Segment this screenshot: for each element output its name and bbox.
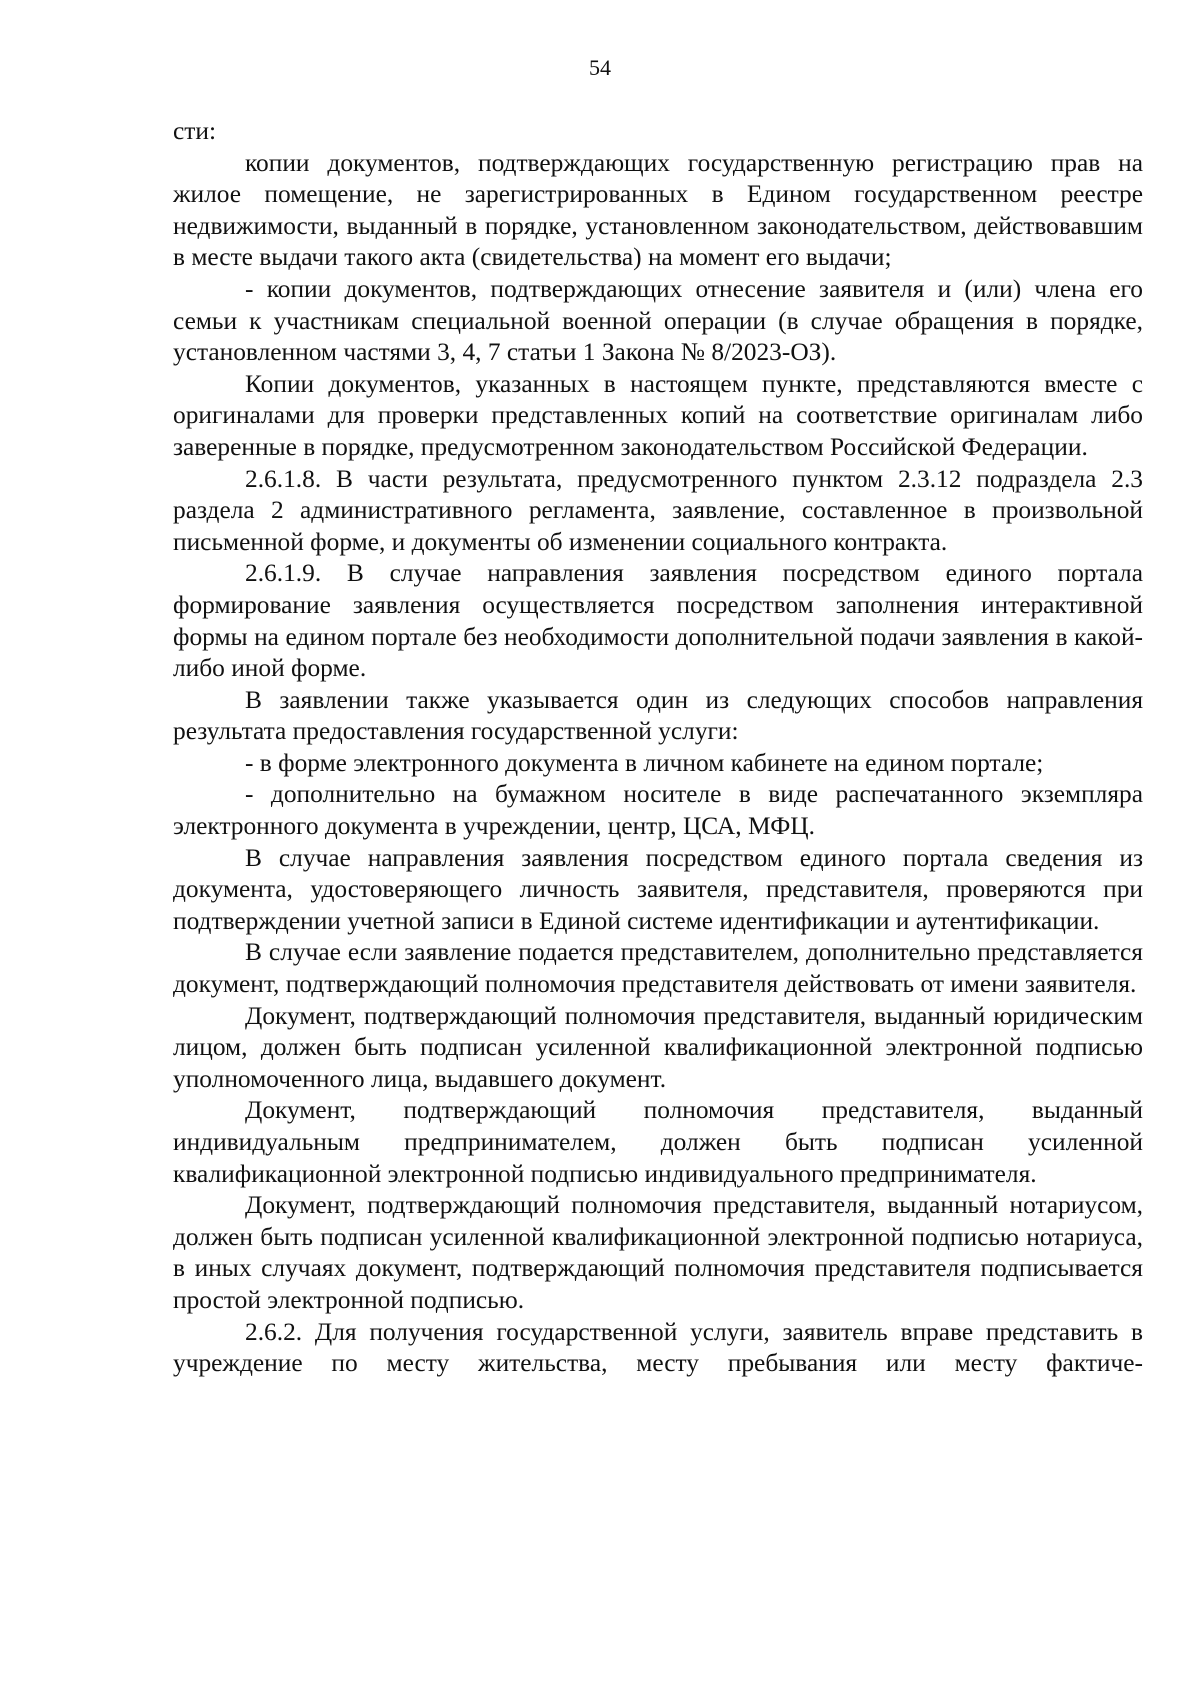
paragraph: - дополнительно на бумажном носителе в виде распечатанного экземпляра электронного документа в учреждении, центр, ЦСА, МФЦ.	[173, 780, 1143, 841]
paragraph: 2.6.1.9. В случае направления заявления посредством единого портала формирование заявления осуществляется посредством заполнения интерактивной формы на едином портале без необходимости дополнительной подачи заявления в какой-либо иной форме.	[173, 559, 1143, 683]
paragraph: Документ, подтверждающий полномочия представителя, выданный юридическим лицом, должен быть подписан усиленной квалификационной электронной подписью уполномоченного лица, выдавшего документ.	[173, 1001, 1143, 1093]
paragraph: В заявлении также указывается один из следующих способов направления результата предоставления государственной услуги:	[173, 685, 1143, 746]
paragraph: - в форме электронного документа в личном кабинете на едином портале;	[245, 748, 1044, 777]
paragraph: 2.6.1.8. В части результата, предусмотренного пунктом 2.3.12 подраздела 2.3 раздела 2 административного регламента, заявление, составленное в произвольной письменной форме, и документы об изменении социального контракта.	[173, 464, 1143, 556]
page-number: 54	[589, 55, 611, 80]
paragraph: Документ, подтверждающий полномочия представителя, выданный нотариусом, должен быть подписан усиленной квалификационной электронной подписью нотариуса, в иных случаях документ, подтверждающий полномочия представителя подписывается простой электронной подписью.	[173, 1191, 1143, 1314]
paragraph: 2.6.2. Для получения государственной услуги, заявитель вправе представить в учреждение по месту жительства, месту пребывания или месту фактиче-	[173, 1317, 1143, 1378]
paragraph: Документ, подтверждающий полномочия представителя, выданный индивидуальным предпринимателем, должен быть подписан усиленной квалификационной электронной подписью индивидуального предпринимателя.	[173, 1096, 1143, 1188]
paragraph: - копии документов, подтверждающих отнесение заявителя и (или) члена его семьи к участникам специальной военной операции (в случае обращения в порядке, установленном частями 3, 4, 7 статьи 1 Закона № 8/2023-ОЗ).	[173, 274, 1143, 367]
paragraph: В случае если заявление подается представителем, дополнительно представляется документ, подтверждающий полномочия представителя действовать от имени заявителя.	[173, 938, 1143, 999]
paragraph: Копии документов, указанных в настоящем пункте, представляются вместе с оригиналами для проверки представленных копий на соответствие оригиналам либо заверенные в порядке, предусмотренном законодательством Российской Федерации.	[173, 369, 1143, 461]
paragraph: В случае направления заявления посредством единого портала сведения из документа, удостоверяющего личность заявителя, представителя, проверяются при подтверждении учетной записи в Единой системе идентификации и аутентификации.	[173, 843, 1143, 935]
paragraph: копии документов, подтверждающих государственную регистрацию прав на жилое помещение, не зарегистрированных в Едином государственном реестре недвижимости, выданный в порядке, установленном законодательством, действовавшим в месте выдачи такого акта (свидетельства) на момент его выдачи;	[173, 148, 1143, 272]
document-body	[173, 116, 1143, 1380]
paragraph: сти:	[173, 117, 217, 145]
